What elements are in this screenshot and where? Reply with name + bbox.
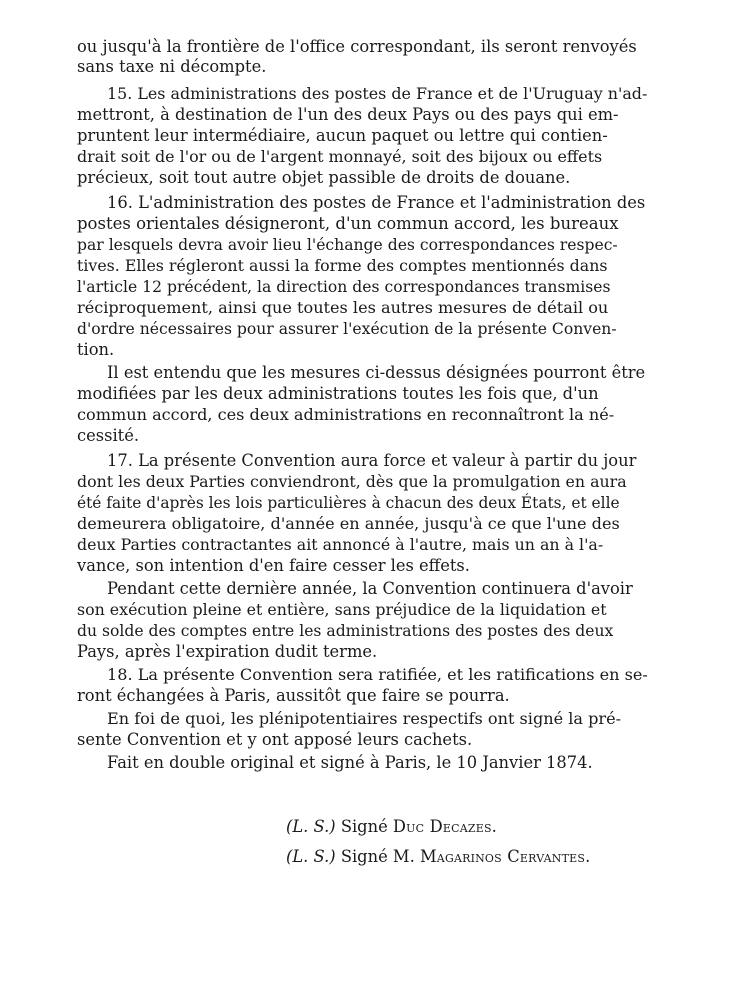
text-line: d'ordre nécessaires pour assurer l'exécution de la présente Conven- [77,320,617,338]
text-line: tion. [77,340,115,359]
text-line: 15. Les administrations des postes de France et de l'Uruguay n'ad- [107,84,648,103]
text-line: cessité. [77,426,140,445]
signatory-name: Duc Decazes. [392,817,498,836]
text-line: réciproquement, ainsi que toutes les autres mesures de détail ou [77,298,609,317]
text-line: Pendant cette dernière année, la Convention continuera d'avoir [107,579,633,598]
text-line: par lesquels devra avoir lieu l'échange des correspondances respec- [77,236,618,254]
text-line: pruntent leur intermédiaire, aucun paquet ou lettre qui contien- [77,126,608,145]
text-line: Il est entendu que les mesures ci-dessus désignées pourront être [107,363,646,382]
text-line: En foi de quoi, les plénipotentiaires respectifs ont signé la pré- [107,709,622,728]
text-line: l'article 12 précédent, la direction des correspondances transmises [77,278,611,296]
text-line: drait soit de l'or ou de l'argent monnayé, soit des bijoux ou effets [77,147,603,166]
text-line: ront échangées à Paris, aussitôt que faire se pourra. [77,686,510,705]
text-line: Pays, après l'expiration dudit terme. [77,642,378,661]
text-line: 18. La présente Convention sera ratifiée, et les ratifications en se- [107,665,648,684]
text-line: précieux, soit tout autre objet passible de droits de douane. [77,168,571,187]
signed-label: Signé M. [340,847,415,866]
text-line: ou jusqu'à la frontière de l'office correspondant, ils seront renvoyés [77,37,637,56]
seal-mark: (L. S.) [286,847,336,866]
text-line: mettront, à destination de l'un des deux Pays ou des pays qui em- [77,105,619,124]
text-line: été faite d'après les lois particulières à chacun des deux États, et elle [77,494,620,512]
seal-mark: (L. S.) [286,817,336,836]
text-line: Fait en double original et signé à Paris, le 10 Janvier 1874. [107,753,593,772]
text-line: commun accord, ces deux administrations en reconnaîtront la né- [77,405,615,424]
signature-line-2 [286,847,591,867]
text-line: sans taxe ni décompte. [77,57,267,76]
text-line: du solde des comptes entre les administrations des postes des deux [77,622,614,640]
text-line: sente Convention et y ont apposé leurs cachets. [77,730,473,749]
text-line: dont les deux Parties conviendront, dès que la promulgation en aura [77,472,627,491]
text-line: modifiées par les deux administrations toutes les fois que, d'un [77,384,599,403]
text-line: vance, son intention d'en faire cesser les effets. [77,556,470,575]
text-line: demeurera obligatoire, d'année en année, jusqu'à ce que l'une des [77,514,620,533]
signed-label: Signé [340,817,388,836]
text-line: son exécution pleine et entière, sans préjudice de la liquidation et [77,600,607,619]
signatory-name: Magarinos Cervantes. [419,847,591,866]
text-line: deux Parties contractantes ait annoncé à l'autre, mais un an à l'a- [77,535,604,554]
text-line: postes orientales désigneront, d'un commun accord, les bureaux [77,214,619,233]
text-line: tives. Elles régleront aussi la forme des comptes mentionnés dans [77,256,608,275]
signature-line-1 [286,817,497,837]
text-line: 16. L'administration des postes de France et l'administration des [107,193,646,212]
text-line: 17. La présente Convention aura force et valeur à partir du jour [107,451,637,470]
